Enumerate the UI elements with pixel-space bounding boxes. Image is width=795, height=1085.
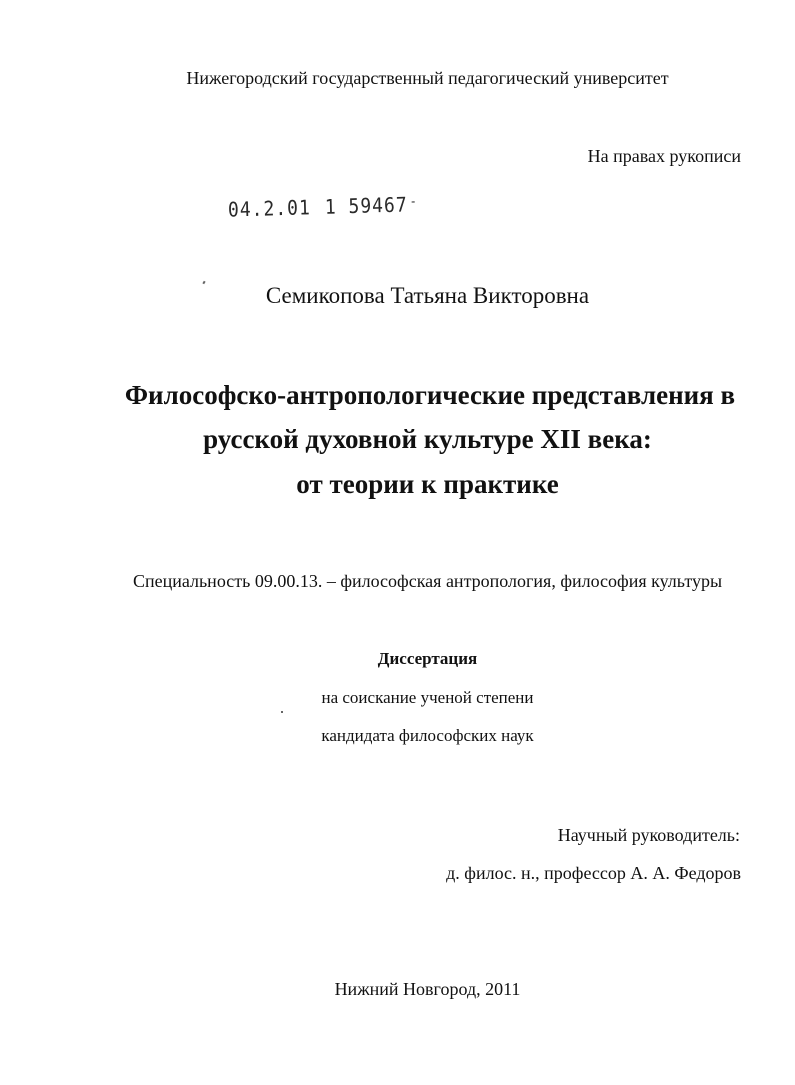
stamp-number: 1 59467 — [324, 193, 408, 220]
manuscript-rights-note: На правах рукописи — [587, 146, 741, 166]
place-and-year: Нижний Новгород, 2011 — [334, 979, 521, 999]
stamp-mark: - — [409, 193, 418, 210]
scan-speck — [281, 711, 283, 713]
dissertation-title-line-2: русской духовной культуре XII века: — [203, 424, 652, 454]
specialty-line: Специальность 09.00.13. – философская антропология, философия культуры — [132, 571, 723, 591]
work-type: Диссертация — [377, 649, 478, 668]
dissertation-title-line-1: Философско-антропологические представления в — [124, 380, 736, 410]
degree-line-1: на соискание ученой степени — [321, 688, 534, 707]
dissertation-title-line-3: от теории к практике — [296, 469, 559, 499]
degree-line-2: кандидата философских наук — [321, 726, 534, 745]
supervisor-label: Научный руководитель: — [557, 825, 740, 845]
supervisor-name: д. филос. н., профессор А. А. Федоров — [446, 863, 741, 883]
stamp-date: 04.2.01 — [227, 196, 312, 223]
author-name: Семикопова Татьяна Викторовна — [265, 283, 590, 308]
institution-name: Нижегородский государственный педагогический университет — [186, 68, 669, 88]
library-stamp — [228, 193, 418, 222]
